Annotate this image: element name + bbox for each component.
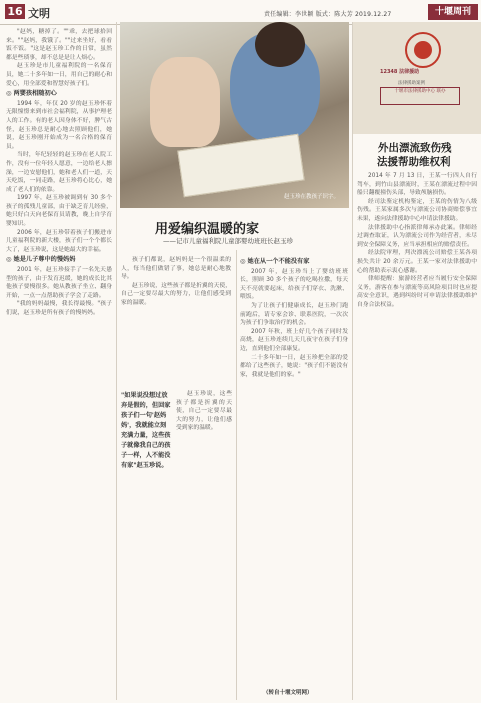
paragraph: 法律援助中心指派律师承办此案。律师经过调查取证，认为漂流公司作为经营者，未尽到安全保障义务，应当承担相应的赔偿责任。 [357, 224, 477, 248]
article-column-3 [240, 256, 348, 686]
logo-text: 12348 法律援助 [380, 69, 420, 75]
paragraph: 经法院审理，判决漂流公司赔偿王某各项损失共计 20 余万元。王某一家对法律援助中心的帮助表示衷心感谢。 [357, 250, 477, 274]
paragraph: "赵妈，糖掉了。""乖，去把球拾回来。""赵妈，我饿了。""过来坐好，看看饭不饭。"这是赵玉珍工作的日常，虽然都是些琐事，却不总是是让人烦心。 [6, 29, 112, 61]
paragraph: 2014 年 7 月 13 日，王某一行四人自行驾车，到竹山县漂流时，王某在漂流过程中因船只翻覆撞伤头部，导致颅脑损伤。 [357, 173, 477, 197]
paragraph: 律师提醒：旅游经营者应当履行安全保障义务，游客在参与漂流等高风险项目时也应提高安全意识，遇到纠纷时可申请法律援助维护自身合法权益。 [357, 276, 477, 308]
section-title: 文明 [28, 7, 50, 20]
article-title: 用爱编织温暖的家 [155, 222, 260, 237]
article-column-2 [121, 256, 231, 386]
column-divider [236, 250, 237, 700]
pull-quote: "如果说没想过放弃是假的，但回家孩子们一句'赵妈妈'，我就能立刻充满力量，这些孩子就像我自己的孩子一样，人不能没有家"赵玉珍说。 [121, 392, 171, 469]
publication-brand: 十堰周刊 [428, 4, 478, 20]
paragraph: 孩子们都说，赵妈妈是一个很温柔的人，每当他们做错了事，她总是耐心地教导。 [121, 257, 231, 281]
article-subtitle: ——记市儿童福利院儿童部婴幼班班长赵玉珍 [163, 237, 293, 245]
legal-aid-logo-icon [405, 32, 441, 68]
right-article-title-1: 外出漂流致伤残 [378, 142, 452, 154]
section-heading: ◎ 两婴孩相随初心 [6, 90, 57, 98]
paragraph: 经司法鉴定机构鉴定，王某的伤情为八级伤残。王某家属多次与漂流公司协商赔偿事宜未果，遂向法律援助中心申请法律援助。 [357, 198, 477, 222]
section-heading: ◎ 她在从一个不能没有家 [240, 258, 310, 265]
paragraph: 2007 年秋，班上好几个孩子同时发高烧，赵玉珍连续几天几夜守在孩子们身边，直到他们全部康复。 [240, 328, 348, 352]
paragraph: 2006 年，赵玉珍带着孩子们搬进市儿童福利院的新大楼，孩子们一个个都长大了，赵玉珍说，这是她最大的幸福。 [6, 229, 112, 253]
paragraph: 赵玉珍说，这些孩子都是折翼的天使，自己一定要尽最大的努力，让他们感受到家的温暖。 [121, 282, 231, 306]
right-article-body [357, 172, 477, 697]
page-number: 16 [5, 4, 25, 19]
paragraph: 1997 年，赵玉珍被调到有 30 多个孩子的孤残儿童部，由于缺乏育儿经验，她只好白天向老保育员请教，晚上自学育婴知识。 [6, 195, 112, 228]
article-column-1 [6, 28, 112, 700]
paragraph: "我的妈妈最慢，我长得最慢。"孩子们说，赵玉珍是所有孩子的慢妈妈。 [6, 301, 112, 316]
paragraph: 二十多年如一日，赵玉珍把全部的爱都给了这些孩子，她说："孩子们不能没有家，我就是他们的家。" [240, 354, 348, 378]
banner-label: 法律援助案例 [398, 81, 425, 86]
paragraph: 当时，年纪轻轻的赵玉珍在老人院工作，没有一位年轻人愿意，一边给老人擦澡，一边安慰他们，她和老人们一道，天天吃饭，一同走路，赵玉珍将心比心，她成了老人们的依靠。 [6, 152, 112, 193]
paragraph: 2001 年，赵玉珍接手了一名先天愚型的孩子，由于发育迟缓，她的成长比其他孩子要慢很多。她从教孩子坐立、翻身开始，一点一点帮助孩子学会了走路。 [6, 267, 112, 299]
paragraph: 赵玉珍是市儿童福利院的一名保育员，她二十多年如一日，用自己的耐心和爱心，用全部爱和智慧好孩子们。 [6, 63, 112, 87]
right-article-title-2: 法援帮助维权利 [377, 156, 451, 168]
paragraph: 赵玉珍说，这些孩子都是折翼的天使，自己一定要尽最大的努力，让他们感受到家的温暖。 [176, 391, 232, 432]
paragraph: 为了让孩子们健康成长，赵玉珍门跑前跑后，请专家会诊、联系医院，一次次为孩子们争取治疗的机会。 [240, 302, 348, 327]
banner-badge: 十堰市法律援助中心 联办 [380, 87, 460, 105]
section-heading: ◎ 她是儿子尊中的慢妈妈 [6, 256, 76, 264]
photo-caption: 赵玉珍在教孩子识字。 [284, 194, 340, 200]
article-photo [120, 22, 349, 208]
editor-meta: 责任编辑：李世颖 版式：陈大芳 2019.12.27 [264, 11, 392, 18]
paragraph: 2007 年，赵玉珍当上了婴幼班班长，照顾 30 多个孩子的吃喝拉撒，每天天不亮就要起床，给孩子们穿衣、洗漱、喂饭。 [240, 268, 348, 301]
article-column-2b [176, 390, 232, 685]
paragraph: 1994 年，年仅 20 岁的赵玉珍怀着无限憧憬来到市社会福利院，从事护理老人的工作。有的老人因身体不好，脾气古怪，赵玉珍总是耐心地去照顾他们，她说，赵玉珍刚开始成为一名合格的保育员。 [6, 100, 112, 150]
source-note: （转自十堰文明网） [263, 690, 313, 696]
column-divider [116, 22, 117, 700]
